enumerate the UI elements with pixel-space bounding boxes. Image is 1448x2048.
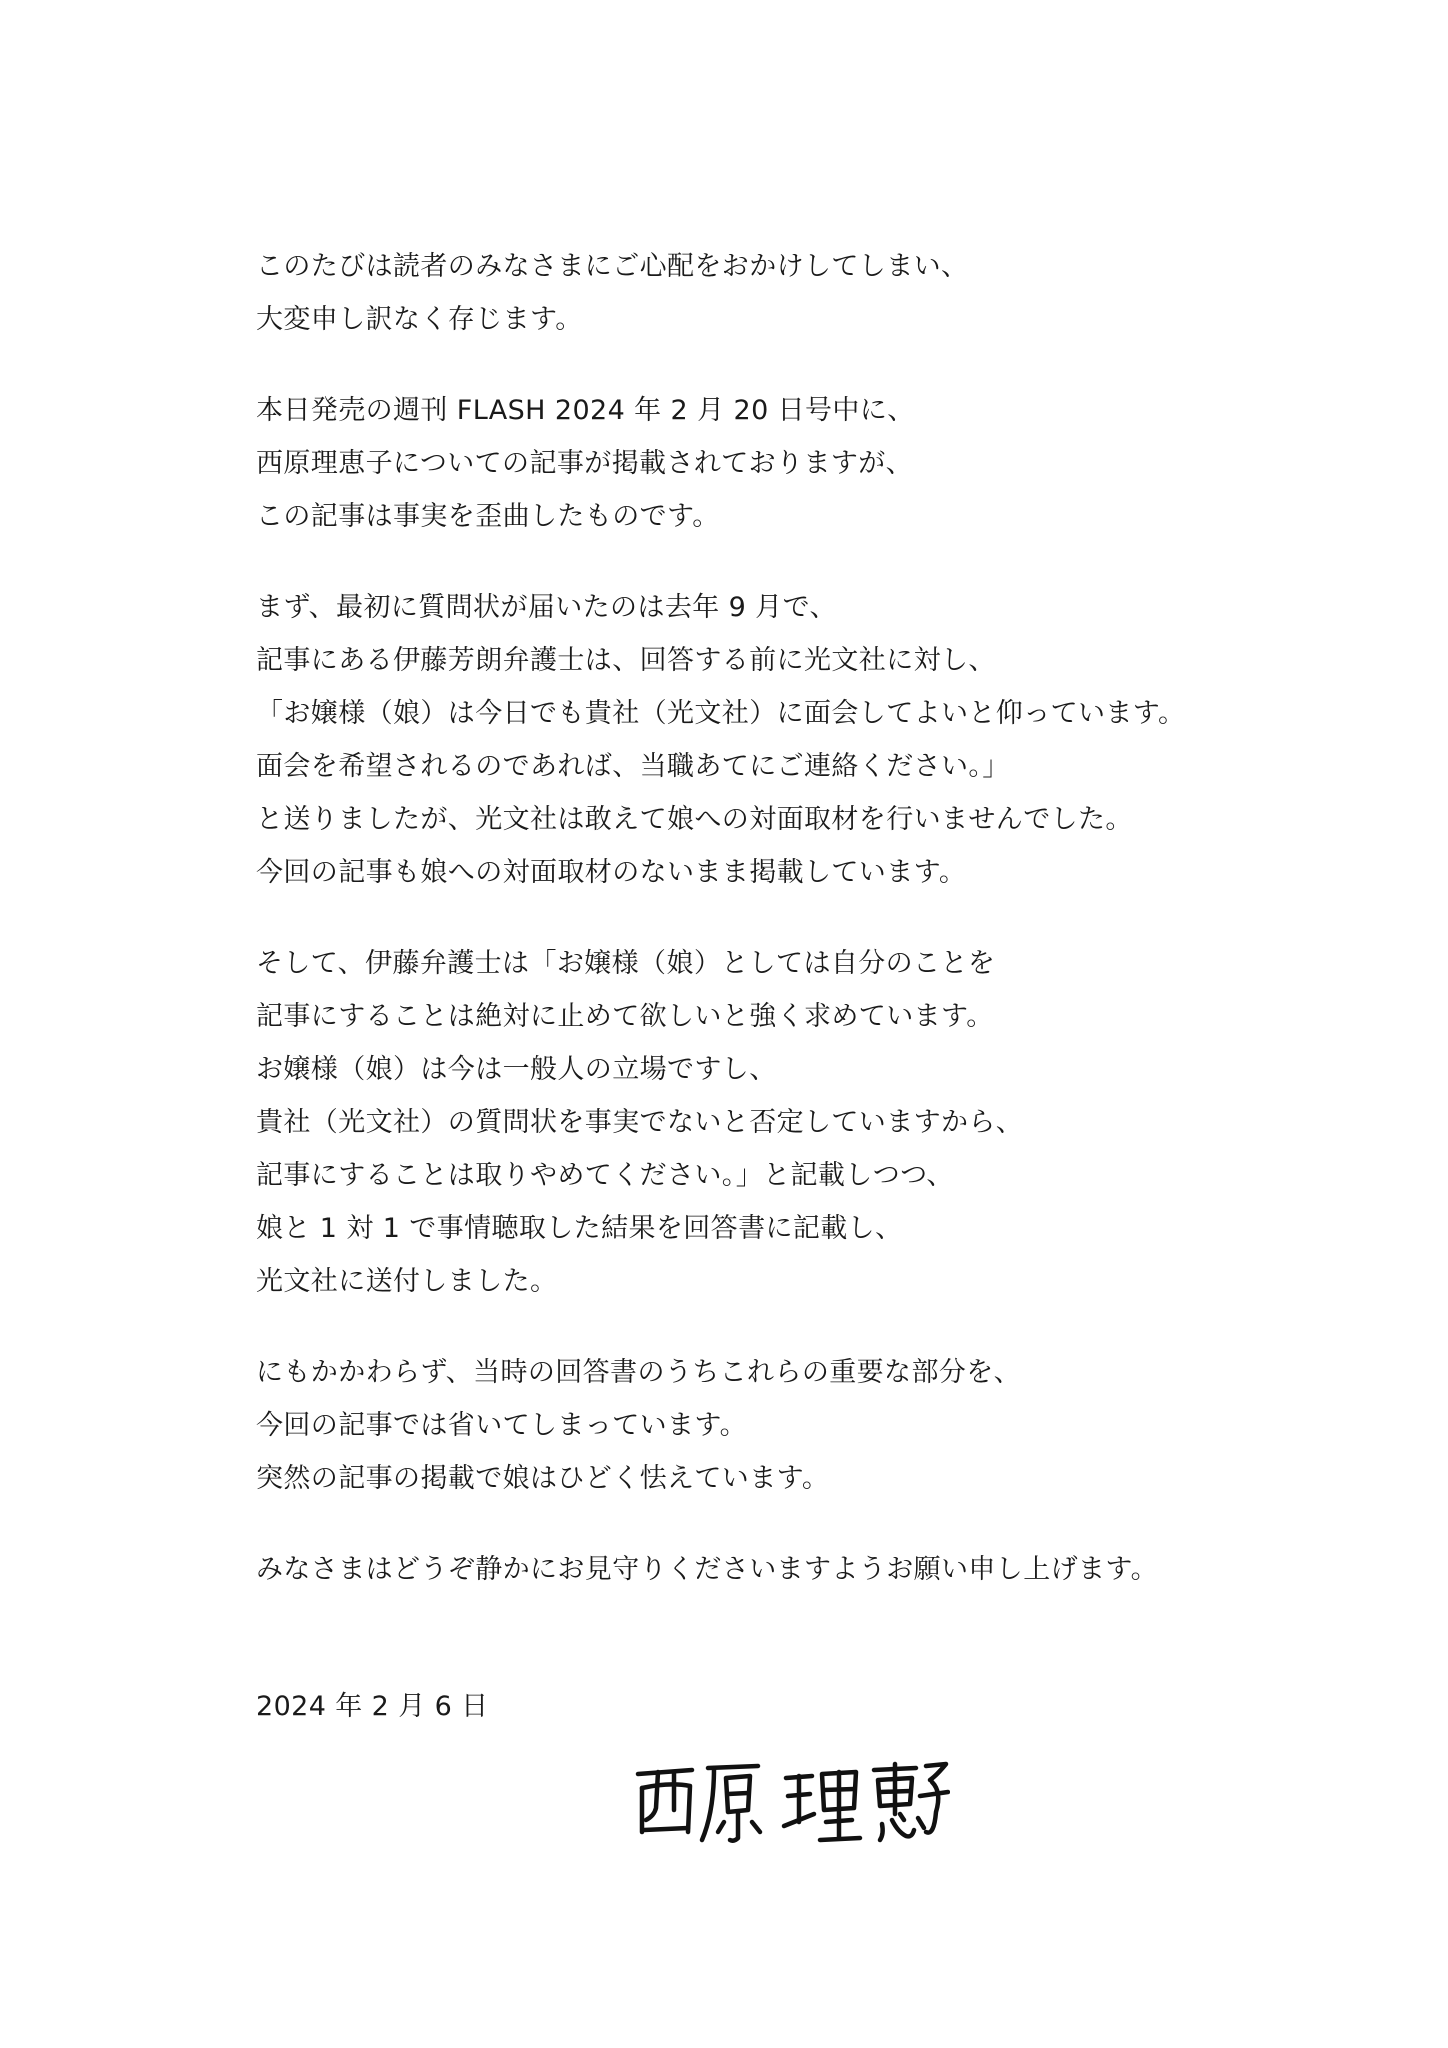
text-line: 貴社（光文社）の質問状を事実でないと否定していますから、 — [256, 1107, 1024, 1138]
paragraph-article — [256, 384, 1376, 543]
paragraph-inquiry — [256, 581, 1376, 899]
paragraph-apology — [256, 240, 1376, 346]
paragraph-omission — [256, 1346, 1376, 1505]
text-line: 娘と 1 対 1 で事情聴取した結果を回答書に記載し、 — [256, 1213, 903, 1244]
text-line: 大変申し訳なく存じます。 — [256, 304, 583, 335]
text-line: この記事は事実を歪曲したものです。 — [256, 501, 720, 532]
text-line: 今回の記事も娘への対面取材のないまま掲載しています。 — [256, 857, 967, 888]
text-line: 今回の記事では省いてしまっています。 — [256, 1410, 748, 1441]
text-line: 「お嬢様（娘）は今日でも貴社（光文社）に面会してよいと仰っています。 — [256, 698, 1186, 729]
text-line: 本日発売の週刊 FLASH 2024 年 2 月 20 日号中に、 — [256, 395, 915, 426]
text-line: まず、最初に質問状が届いたのは去年 9 月で、 — [256, 592, 837, 623]
text-line: 突然の記事の掲載で娘はひどく怯えています。 — [256, 1463, 830, 1494]
text-line: 記事にすることは取りやめてください。」と記載しつつ、 — [256, 1160, 954, 1191]
text-line: このたびは読者のみなさまにご心配をおかけしてしまい、 — [256, 251, 969, 282]
text-line: お嬢様（娘）は今は一般人の立場ですし、 — [256, 1054, 777, 1085]
text-line: 光文社に送付しました。 — [256, 1266, 558, 1297]
text-line: 面会を希望されるのであれば、当職あてにご連絡ください。」 — [256, 751, 1010, 782]
text-line: そして、伊藤弁護士は「お嬢様（娘）としては自分のことを — [256, 948, 996, 979]
text-line: みなさまはどうぞ静かにお見守りくださいますようお願い申し上げます。 — [256, 1554, 1159, 1585]
letter-body — [256, 240, 1376, 1634]
text-line: と送りましたが、光文社は敢えて娘への対面取材を行いませんでした。 — [256, 804, 1133, 835]
text-line: 記事にすることは絶対に止めて欲しいと強く求めています。 — [256, 1001, 994, 1032]
paragraph-request — [256, 1543, 1376, 1596]
text-line: 記事にある伊藤芳朗弁護士は、回答する前に光文社に対し、 — [256, 645, 996, 676]
paragraph-lawyer — [256, 937, 1376, 1308]
text-line: にもかかわらず、当時の回答書のうちこれらの重要な部分を、 — [256, 1357, 1022, 1388]
handwritten-signature — [630, 1752, 950, 1852]
letter-date: 2024 年 2 月 6 日 — [256, 1691, 489, 1722]
text-line: 西原理恵子についての記事が掲載されておりますが、 — [256, 448, 914, 479]
